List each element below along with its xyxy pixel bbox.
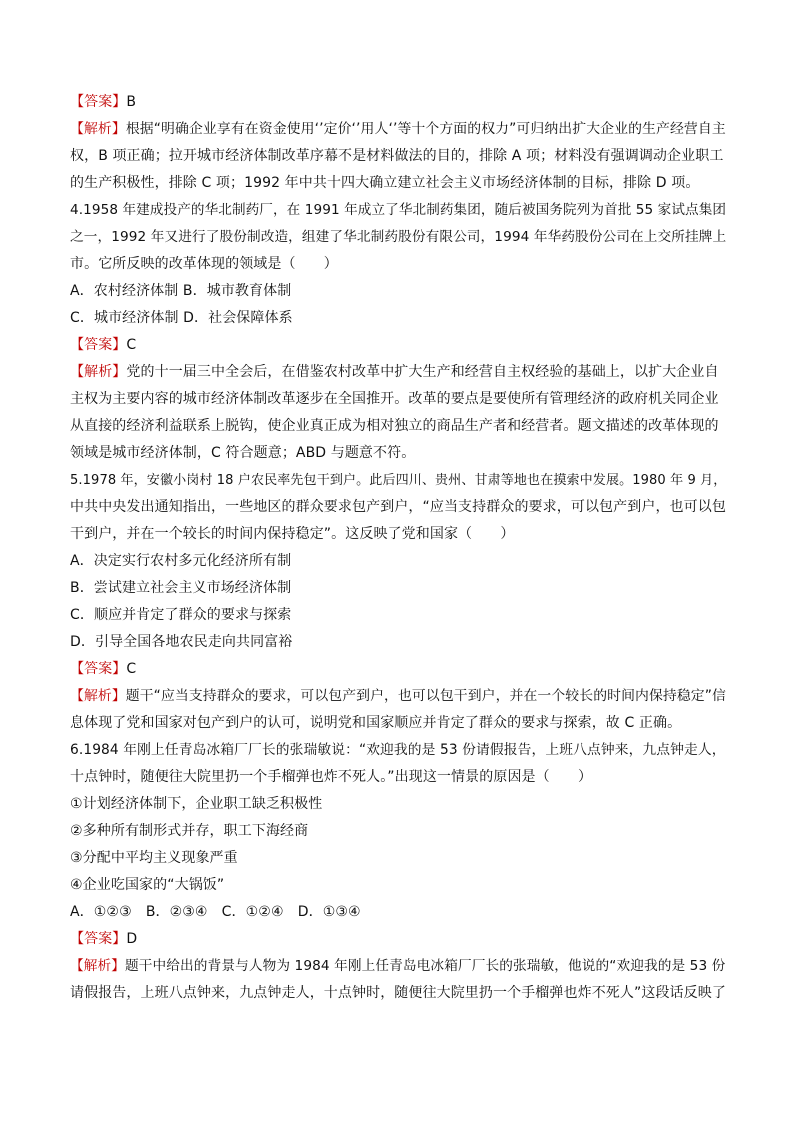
text-line	[70, 764, 726, 791]
text-line	[70, 305, 726, 332]
text-line	[70, 197, 726, 224]
analysis-label: 【解析】	[70, 364, 127, 380]
line-text: 领域是城市经济体制，C 符合题意；ABD 与题意不符。	[70, 445, 416, 461]
text-line	[70, 116, 726, 143]
analysis-label: 【解析】	[70, 958, 126, 974]
line-text: 市。它所反映的改革体现的领域是（ ）	[70, 256, 338, 272]
document-content	[70, 89, 726, 1007]
line-text: 息体现了党和国家对包产到户的认可，说明党和国家顺应并肯定了群众的要求与探索，故 C 正确。	[70, 715, 682, 731]
line-text: 题干“应当支持群众的要求，可以包产到户，也可以包干到户，并在一个较长的时间内保持稳定”信	[125, 688, 726, 704]
text-line	[70, 737, 726, 764]
line-text: D．引导全国各地农民走向共同富裕	[70, 634, 293, 650]
line-text: D	[126, 931, 138, 947]
line-text: 干到户，并在一个较长的时间内保持稳定”。这反映了党和国家（ ）	[70, 526, 515, 542]
line-text: C．顺应并肯定了群众的要求与探索	[70, 607, 292, 623]
text-line	[70, 926, 726, 953]
answer-label: 【答案】	[70, 931, 127, 947]
text-line	[70, 548, 726, 575]
line-text: B．尝试建立社会主义市场经济体制	[70, 580, 292, 596]
text-line	[70, 872, 726, 899]
text-line	[70, 440, 726, 467]
line-text: 6.1984 年刚上任青岛冰箱厂厂长的张瑞敏说：“欢迎我的是 53 份请假报告，上班八点钟来，九点钟走人，	[70, 742, 726, 758]
line-text: 从直接的经济利益联系上脱钩，使企业真正成为相对独立的商品生产者和经营者。题文描述的改革体现的	[70, 418, 719, 434]
line-text: ③分配中平均主义现象严重	[70, 850, 238, 866]
line-text: 5.1978 年，安徽小岗村 18 户农民率先包干到户。此后四川、贵州、甘肃等地也在摸索中发展。1980 年 9 月，	[70, 473, 727, 488]
text-line	[70, 791, 726, 818]
answer-label: 【答案】	[70, 337, 127, 353]
text-line	[70, 467, 726, 494]
text-line	[70, 683, 726, 710]
line-text: C	[126, 661, 137, 677]
text-line	[70, 278, 726, 305]
line-text: ④企业吃国家的“大锅饭”	[70, 877, 225, 893]
line-text: 主权为主要内容的城市经济体制改革逐步在全国推开。改革的要点是要使所有管理经济的政府机关同企业	[70, 391, 719, 407]
line-text: C	[126, 337, 137, 353]
line-text: 十点钟时，随便往大院里扔一个手榴弹也炸不死人。”出现这一情景的原因是（ ）	[70, 769, 593, 785]
text-line	[70, 224, 726, 251]
text-line	[70, 602, 726, 629]
line-text: 党的十一届三中全会后，在借鉴农村改革中扩大生产和经营自主权经验的基础上，以扩大企业自	[126, 364, 719, 380]
line-text: ①计划经济体制下，企业职工缺乏积极性	[70, 796, 323, 812]
line-text: ②多种所有制形式并存，职工下海经商	[70, 823, 309, 839]
line-text: 4.1958 年建成投产的华北制药厂，在 1991 年成立了华北制药集团，随后被国务院列为首批 55 家试点集团	[70, 202, 727, 218]
line-text: B	[126, 94, 137, 110]
line-text: 权，B 项正确；拉开城市经济体制改革序幕不是材料做法的目的，排除 A 项；材料没有强调调动企业职工	[70, 148, 724, 164]
answer-label: 【答案】	[70, 661, 127, 677]
line-text: C．城市经济体制 D．社会保障体系	[70, 310, 293, 326]
line-text: 请假报告，上班八点钟来，九点钟走人，十点钟时，随便往大院里扔一个手榴弹也炸不死人”这段话反映了	[70, 985, 726, 1001]
text-line	[70, 710, 726, 737]
answer-label: 【答案】	[70, 94, 127, 110]
text-line	[70, 494, 726, 521]
line-text: A．决定实行农村多元化经济所有制	[70, 553, 292, 569]
text-line	[70, 980, 726, 1007]
text-line	[70, 359, 726, 386]
text-line	[70, 413, 726, 440]
text-line	[70, 89, 726, 116]
text-line	[70, 143, 726, 170]
line-text: A．农村经济体制 B．城市教育体制	[70, 283, 292, 299]
text-line	[70, 251, 726, 278]
text-line	[70, 170, 726, 197]
text-line	[70, 899, 726, 926]
text-line	[70, 818, 726, 845]
line-text: 根据“明确企业享有在资金使用‘’定价‘’用人‘’等十个方面的权力”可归纳出扩大企业的生产经营自主	[125, 121, 726, 137]
line-text: 的生产积极性，排除 C 项；1992 年中共十四大确立建立社会主义市场经济体制的目标，排除 D 项。	[70, 175, 700, 191]
line-text: 中共中央发出通知指出，一些地区的群众要求包产到户，“应当支持群众的要求，可以包产到户，也可以包	[70, 499, 726, 515]
line-text: 题干中给出的背景与人物为 1984 年刚上任青岛电冰箱厂厂长的张瑞敏，他说的“欢迎我的是 53 份	[125, 958, 726, 974]
text-line	[70, 386, 726, 413]
text-line	[70, 629, 726, 656]
line-text: A．①②③ B．②③④ C．①②④ D．①③④	[70, 904, 361, 920]
text-line	[70, 656, 726, 683]
text-line	[70, 845, 726, 872]
text-line	[70, 575, 726, 602]
analysis-label: 【解析】	[70, 688, 126, 704]
analysis-label: 【解析】	[70, 121, 126, 137]
text-line	[70, 521, 726, 548]
text-line	[70, 953, 726, 980]
text-line	[70, 332, 726, 359]
line-text: 之一，1992 年又进行了股份制改造，组建了华北制药股份有限公司，1994 年华药股份公司在上交所挂牌上	[70, 229, 727, 245]
